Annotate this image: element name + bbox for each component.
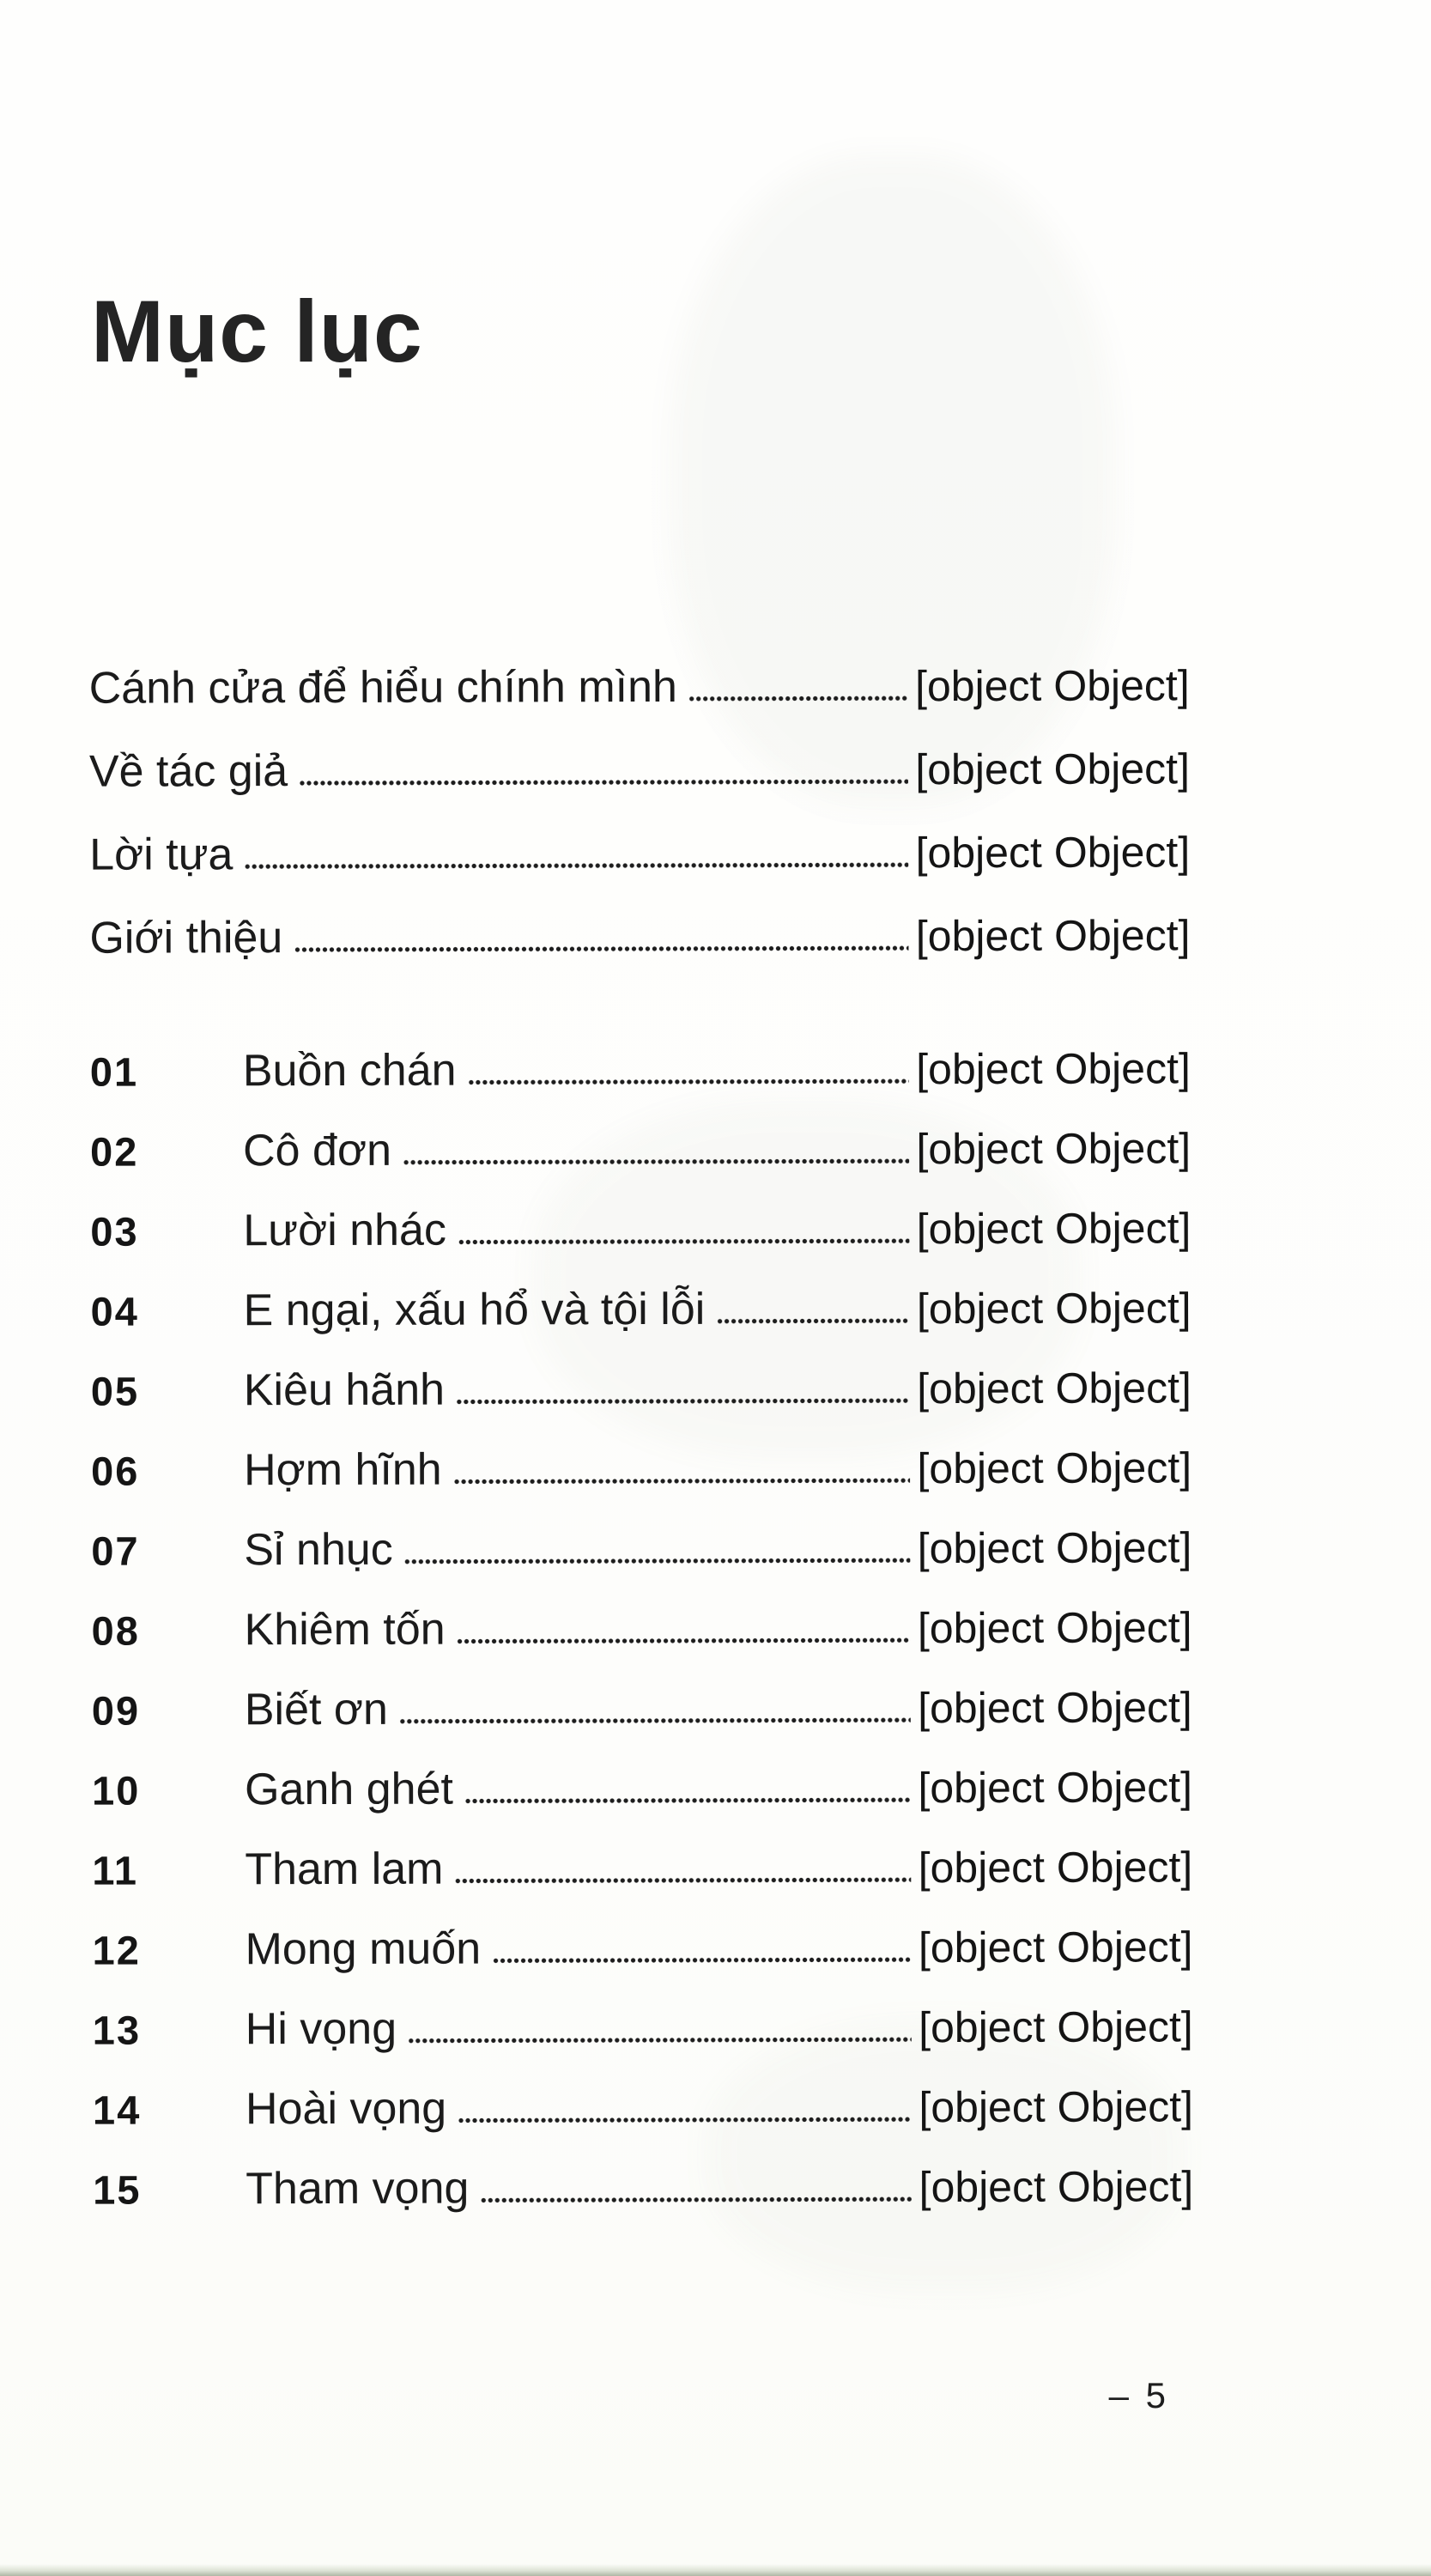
- chapter-number: 02: [90, 1128, 139, 1175]
- dot-leader: [481, 2196, 912, 2202]
- toc-entry-label: Về tác giả: [88, 746, 288, 797]
- page-number: [object Object]: [919, 2162, 1194, 2212]
- dot-leader: [717, 1318, 910, 1324]
- page-number: [object Object]: [917, 1443, 1192, 1493]
- toc-chapter-entry: [92, 1759, 1192, 1842]
- toc-entry: [89, 658, 1190, 744]
- chapter-number: 11: [92, 1847, 139, 1893]
- toc-chapter-entry: [92, 1839, 1192, 1922]
- dot-leader: [294, 945, 909, 952]
- toc-chapter-entry: [91, 1440, 1191, 1522]
- chapter-title: Cô đơn: [243, 1125, 392, 1176]
- chapter-title: Sỉ nhục: [244, 1524, 393, 1576]
- toc-chapter-entry: [93, 2159, 1193, 2241]
- dot-leader: [454, 1478, 911, 1484]
- chapter-title: Tham lam: [245, 1844, 444, 1895]
- dot-leader: [405, 1558, 911, 1564]
- toc-entry: [89, 908, 1190, 993]
- scan-edge-artifact: [0, 2564, 1431, 2576]
- chapter-title: Hợm hĩnh: [243, 1444, 442, 1496]
- page-number: [object Object]: [918, 1843, 1193, 1893]
- dot-leader: [458, 1637, 911, 1643]
- chapter-title: E ngại, xấu hổ và tội lỗi: [243, 1284, 706, 1336]
- page-title: Mục lục: [91, 283, 423, 381]
- page-number: [object Object]: [919, 2082, 1194, 2132]
- page-number: [object Object]: [918, 1923, 1193, 1972]
- toc-chapter-entry: [92, 1680, 1192, 1762]
- chapter-title: Mong muốn: [245, 1923, 482, 1975]
- dot-leader: [403, 1158, 910, 1165]
- dot-leader: [455, 1877, 911, 1883]
- toc-chapter-entry: [91, 1600, 1191, 1682]
- toc-entry: [89, 741, 1190, 827]
- toc-chapter-entry: [93, 1999, 1193, 2081]
- dot-leader: [245, 862, 908, 869]
- toc-chapter-entry: [90, 1200, 1191, 1283]
- page-number: [object Object]: [916, 1204, 1191, 1254]
- dot-leader: [493, 1957, 912, 1963]
- toc-chapter-entry: [90, 1280, 1191, 1363]
- toc-chapter-entry: [92, 1919, 1192, 2002]
- toc-chapter-entry: [91, 1360, 1191, 1443]
- chapter-number: 01: [89, 1048, 139, 1095]
- chapter-title: Biết ơn: [244, 1684, 388, 1735]
- chapter-title: Tham vọng: [246, 2163, 470, 2215]
- page-number: [object Object]: [917, 1603, 1192, 1653]
- chapter-title: Hoài vọng: [245, 2083, 447, 2135]
- toc-entry-label: Cánh cửa để hiểu chính mình: [88, 661, 677, 714]
- chapter-number: 07: [91, 1528, 140, 1574]
- chapter-number: 08: [91, 1607, 140, 1654]
- dot-leader: [689, 696, 908, 702]
- toc-chapter-entry: [90, 1041, 1191, 1123]
- chapter-number: 14: [92, 2087, 142, 2133]
- chapter-title: Kiêu hãnh: [243, 1364, 446, 1416]
- chapter-number: 05: [90, 1368, 140, 1414]
- chapter-title: Ganh ghét: [244, 1764, 453, 1815]
- page-number: [object Object]: [916, 1044, 1191, 1094]
- page-number: [object Object]: [918, 1763, 1193, 1813]
- chapter-number: 12: [92, 1927, 141, 1973]
- dot-leader: [458, 1238, 910, 1244]
- toc-entry: [89, 824, 1190, 910]
- front-matter-list: [89, 658, 1191, 993]
- chapter-list: [90, 1041, 1194, 2241]
- chapter-number: 09: [91, 1687, 141, 1734]
- page-number: [object Object]: [915, 911, 1191, 961]
- page-number: [object Object]: [915, 744, 1190, 794]
- chapter-title: Khiêm tốn: [244, 1604, 446, 1656]
- chapter-title: Buồn chán: [242, 1045, 457, 1097]
- chapter-number: 06: [90, 1448, 140, 1494]
- folio-page-number: – 5: [1108, 2375, 1169, 2415]
- chapter-number: 10: [91, 1767, 141, 1814]
- page-number: [object Object]: [915, 828, 1191, 878]
- dot-leader: [457, 1398, 910, 1404]
- toc-chapter-entry: [91, 1520, 1191, 1602]
- chapter-number: 15: [93, 2166, 142, 2213]
- page-number: [object Object]: [917, 1364, 1191, 1413]
- toc-chapter-entry: [90, 1121, 1191, 1203]
- chapter-number: 04: [90, 1288, 139, 1334]
- page-number: [object Object]: [917, 1523, 1192, 1573]
- dot-leader: [458, 2117, 912, 2123]
- toc-entry-label: Giới thiệu: [89, 913, 283, 963]
- chapter-number: 03: [90, 1208, 139, 1255]
- page-number: [object Object]: [916, 1124, 1191, 1174]
- chapter-title: Lười nhác: [243, 1205, 446, 1256]
- chapter-number: 13: [92, 2007, 142, 2053]
- dot-leader: [300, 779, 908, 786]
- page-number: [object Object]: [916, 1284, 1191, 1334]
- page-number: [object Object]: [918, 1683, 1192, 1733]
- table-of-contents: [89, 658, 1194, 2241]
- dot-leader: [465, 1797, 912, 1803]
- page-number: [object Object]: [919, 2002, 1193, 2052]
- chapter-title: Hi vọng: [245, 2003, 397, 2055]
- toc-chapter-entry: [93, 2079, 1193, 2161]
- dot-leader: [400, 1717, 911, 1724]
- toc-entry-label: Lời tựa: [89, 829, 233, 880]
- page-number: [object Object]: [914, 661, 1190, 711]
- dot-leader: [409, 2037, 912, 2044]
- dot-leader: [469, 1078, 910, 1084]
